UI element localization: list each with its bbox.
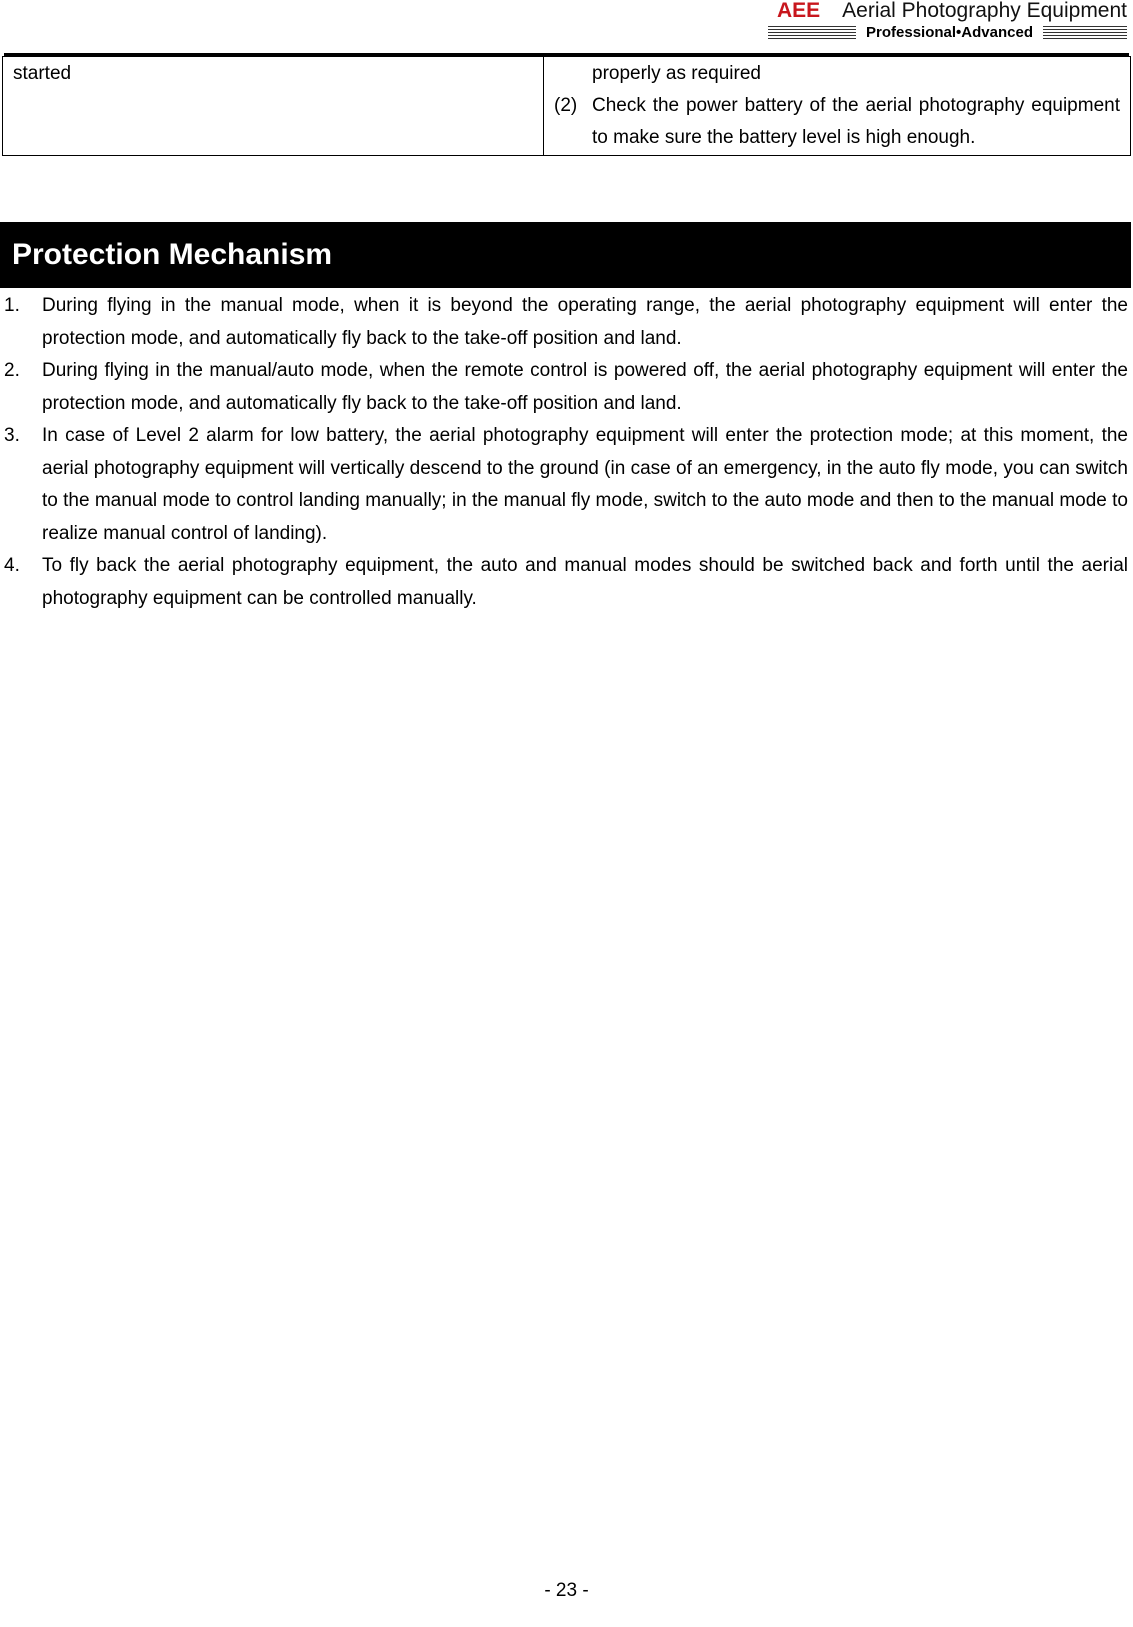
left-cell-text: started: [13, 63, 72, 84]
header-title: Aerial Photography Equipment: [842, 0, 1127, 22]
item-text: Check the power battery of the aerial photography equipment to make sure the battery level is high enough.: [592, 95, 1120, 148]
list-item: [4, 355, 1128, 420]
header-title-row: [777, 0, 1127, 22]
list-item: [4, 290, 1128, 355]
header-tagline: Professional•Advanced: [866, 24, 1033, 41]
list-item-text: During flying in the manual mode, when it is beyond the operating range, the aerial photography equipment will enter the protection mode, and automatically fly back to the take-off position and land.: [42, 295, 1128, 349]
list-item: [4, 420, 1128, 550]
protection-list: [4, 290, 1128, 615]
brand-logo-text: AEE: [776, 0, 821, 22]
list-item-text: In case of Level 2 alarm for low battery, the aerial photography equipment will enter the protection mode; at this moment, the aerial photography equipment will vertically descend to the ground (in case of an emergency, in the auto fly mode, you can switch to the manual mode to control landing manually; in the manual fly mode, switch to the auto mode and then to the manual mode to realize manual control of landing).: [42, 425, 1128, 544]
list-item-number: 2.: [4, 360, 20, 381]
page-number: - 23 -: [544, 1580, 589, 1601]
page-footer: [0, 1580, 1133, 1602]
table-cell-left: [3, 57, 544, 156]
section-heading-bar: [0, 222, 1131, 288]
list-item: [4, 550, 1128, 615]
list-item-text: To fly back the aerial photography equipment, the auto and manual modes should be switched back and forth until the aerial photography equipment can be controlled manually.: [42, 555, 1128, 609]
decorative-lines-right: [1043, 26, 1127, 40]
decorative-lines-left: [768, 26, 856, 40]
section-title: Protection Mechanism: [12, 238, 333, 271]
table-row: [3, 57, 1131, 156]
page-header: [727, 0, 1127, 44]
list-item-number: 3.: [4, 425, 20, 446]
numbered-item: [554, 90, 1120, 154]
header-tagline-row: [768, 24, 1127, 41]
item-number: (2): [554, 95, 578, 116]
table-cell-right: [544, 57, 1131, 156]
continued-table: [2, 56, 1131, 156]
list-item-number: 1.: [4, 295, 20, 316]
list-item-text: During flying in the manual/auto mode, when the remote control is powered off, the aerial photography equipment will enter the protection mode, and automatically fly back to the take-off position and land.: [42, 360, 1128, 414]
list-item-number: 4.: [4, 555, 20, 576]
continued-line: properly as required: [592, 63, 761, 84]
